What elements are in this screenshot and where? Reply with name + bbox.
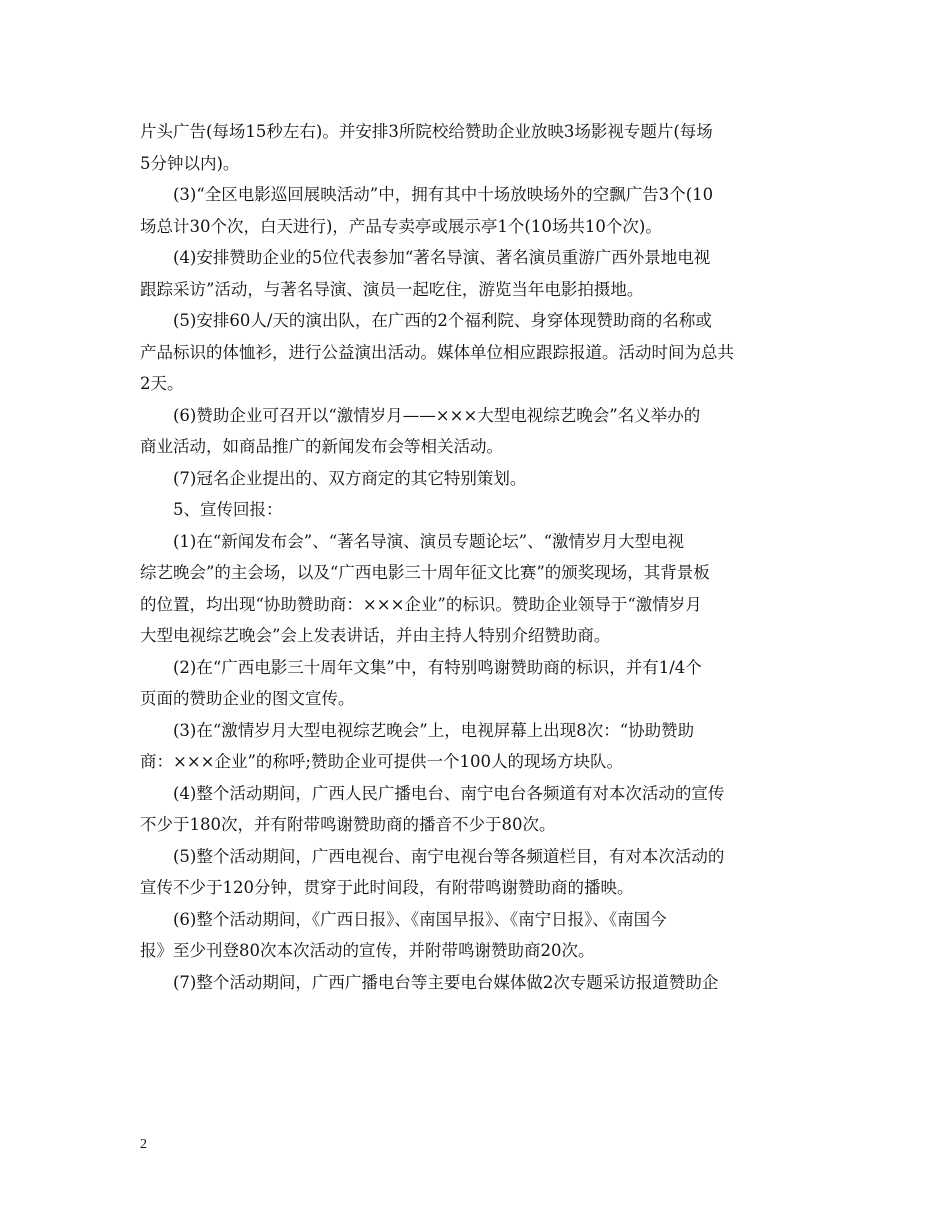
- text-line: 2天。: [140, 374, 184, 393]
- text-line: (6)整个活动期间，《广西日报》、《南国早报》、《南宁日报》、《南国今: [173, 909, 667, 929]
- text-line: 大型电视综艺晚会”会上发表讲话，并由主持人特别介绍赞助商。: [140, 626, 611, 645]
- text-line: 商业活动，如商品推广的新闻发布会等相关活动。: [140, 437, 503, 456]
- text-line: 场总计30个次，白天进行)，产品专卖亭或展示亭1个(10场共10个次)。: [140, 216, 662, 236]
- text-line: (4)安排赞助企业的5位代表参加“著名导演、著名演员重游广西外景地电视: [173, 248, 711, 267]
- text-line: 5分钟以内)。: [140, 153, 240, 173]
- text-line: 报》至少刊登80次本次活动的宣传，并附带鸣谢赞助商20次。: [140, 941, 595, 960]
- text-line: 的位置，均出现“协助赞助商：×××企业”的标识。赞助企业领导于“激情岁月: [140, 594, 702, 614]
- text-line: (7)整个活动期间，广西广播电台等主要电台媒体做2次专题采访报道赞助企: [173, 972, 719, 992]
- text-line: 5、宣传回报：: [173, 500, 283, 519]
- text-line: (1)在“新闻发布会”、“著名导演、演员专题论坛”、“激情岁月大型电视: [173, 531, 685, 551]
- text-line: (5)整个活动期间，广西电视台、南宁电视台等各频道栏目，有对本次活动的: [173, 846, 725, 866]
- text-line: 页面的赞助企业的图文宣传。: [140, 689, 355, 708]
- text-line: (7)冠名企业提出的、双方商定的其它特别策划。: [173, 468, 527, 488]
- text-line: 产品标识的体恤衫，进行公益演出活动。媒体单位相应跟踪报道。活动时间为总共: [140, 342, 734, 362]
- text-line: (2)在“广西电影三十周年文集”中，有特别鸣谢赞助商的标识，并有1/4个: [173, 657, 702, 677]
- text-line: (3)在“激情岁月大型电视综艺晚会”上，电视屏幕上出现8次：“协助赞助: [173, 720, 695, 740]
- page-number: 2: [140, 1137, 147, 1152]
- text-line: 片头广告(每场15秒左右)。并安排3所院校给赞助企业放映3场影视专题片(每场: [140, 122, 713, 141]
- text-line: (4)整个活动期间，广西人民广播电台、南宁电台各频道有对本次活动的宣传: [173, 783, 725, 803]
- text-line: 商：×××企业”的称呼;赞助企业可提供一个100人的现场方块队。: [140, 752, 623, 771]
- document-body: [140, 116, 814, 998]
- text-line: 不少于180次，并有附带鸣谢赞助商的播音不少于80次。: [140, 815, 556, 834]
- text-line: (6)赞助企业可召开以“激情岁月——×××大型电视综艺晚会”名义举办的: [173, 405, 701, 425]
- text-line: (5)安排60人/天的演出队，在广西的2个福利院、身穿体现赞助商的名称或: [173, 311, 712, 330]
- text-line: 综艺晚会”的主会场，以及“广西电影三十周年征文比赛”的颁奖现场，其背景板: [140, 563, 710, 582]
- text-line: 宣传不少于120分钟，贯穿于此时间段，有附带鸣谢赞助商的播映。: [140, 878, 634, 897]
- text-line: 跟踪采访”活动，与著名导演、演员一起吃住，游览当年电影拍摄地。: [140, 279, 644, 299]
- text-line: (3)“全区电影巡回展映活动”中，拥有其中十场放映场外的空飘广告3个(10: [173, 185, 714, 204]
